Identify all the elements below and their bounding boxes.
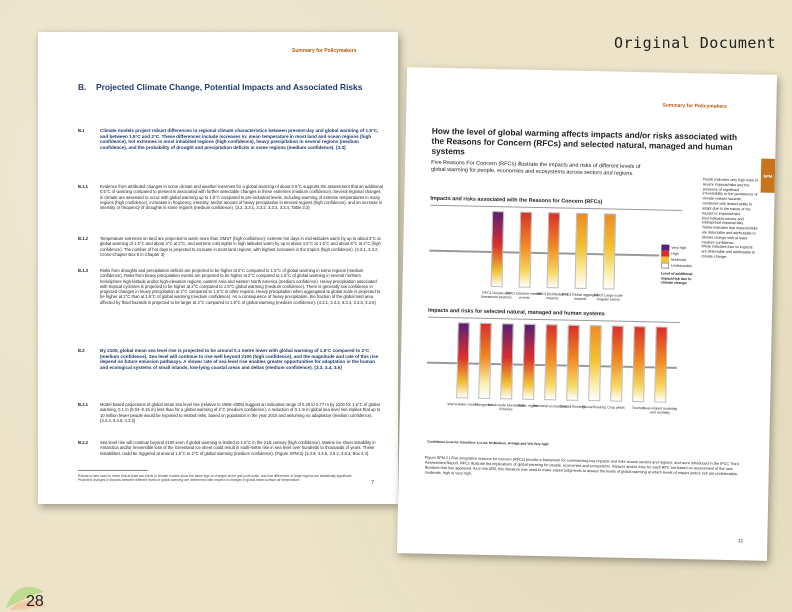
legend-undetectable: Undetectable (661, 263, 701, 270)
panel1 (428, 205, 682, 300)
paragraph-text: Risks from droughts and precipitation deficits are projected to be higher at 2°C compared to 1.5°C of global warming in some regions (medium confidence). Risks from heavy precipitation events are projected to be higher at 2°C compared to 1.5°C of global warming in several northern hemisphere high-latitude and/or high-elevation regions, eastern Asia and eastern North America (medium confidence). Heavy precipitation associated with tropical cyclones is projected to be higher at 2°C compared to 1.5°C global warming (medium confidence). There is generally low confidence in projected changes in heavy precipitation at 2°C compared to 1.5°C in other regions. Heavy precipitation when aggregated at global scale is projected to be higher at 2°C than at 1.5°C of global warming (medium confidence). As a consequence of heavy precipitation, the fraction of the global land area affected by flood hazards is projected to be larger at 2°C compared to 1.5°C of global warming (medium confidence). {3.3.1, 3.3.3, 3.3.4, 3.3.5, 3.3.6} (100, 268, 381, 305)
bar-column (475, 323, 493, 408)
bar-label: RFC1 Unique and threatened systems (481, 290, 512, 300)
bar-column (607, 326, 625, 410)
risk-bar (566, 325, 580, 401)
paragraph-number: B.2 (78, 348, 85, 353)
bar-label: Warm-water corals (447, 402, 477, 407)
figure-title: How the level of global warming affects impacts and/or risks associated with the Reasons for Concern (RFCs) and selected natural, managed and human systems (431, 125, 738, 157)
panel2-title: Impacts and risks for selected natural, managed and human systems (427, 307, 605, 318)
bar-label: Fluvial flooding (582, 404, 606, 410)
paragraph-text: By 2100, global mean sea level rise is projected to be around 0.1 metre lower with global warming of 1.5°C compared to 2°C (medium confidence). Sea level will continue to rise well beyond 2100 (high confidence), and the magnitude and rate of this rise depend on future emission pathways. A slower rate of sea level rise enables greater opportunities for adaptation in the human and ecological systems of small islands, low-lying coastal areas and deltas (medium confidence). {3.3, 3.4, 3.6} (100, 348, 379, 371)
left-running-head: Summary for Policymakers (292, 48, 357, 54)
bar-column (559, 325, 585, 409)
risk-bar (603, 213, 617, 289)
bar-column (518, 324, 538, 408)
panel1-title: Impacts and risks associated with the Reasons for Concern (RFCs) (430, 195, 603, 206)
side-note-red: Red indicates severe and widespread impacts/risks. (701, 215, 745, 226)
paragraph-1 (78, 128, 384, 151)
section-letter: B. (78, 82, 87, 92)
risk-bar (654, 326, 668, 402)
paragraph-7 (78, 440, 384, 456)
paragraph-3 (78, 236, 384, 257)
paragraph-text: Evidence from attributed changes in some climate and weather extremes for a global warming of about 0.5°C supports the assessment that an additional 0.5°C of warming compared to present is associated with further detectable changes in these extremes (medium confidence). Several regional changes in climate are assessed to occur with global warming up to 1.5°C compared to pre-industrial levels, including warming of extreme temperatures in many regions (high confidence), increases in frequency, intensity, and/or amount of heavy precipitation in several regions (high confidence), and an increase in intensity or frequency of droughts in some regions (medium confidence). {3.2, 3.3.1, 3.3.2, 3.3.3, 3.3.4, Table 3.2} (100, 184, 383, 210)
legend-moderate: Moderate (661, 257, 701, 264)
confidence-note: Confidence level for transition: L=Low, M=Medium, H=High and VH=Very high (427, 439, 549, 447)
legend-very-high: Very high (661, 245, 701, 252)
spm-tab: SPM (761, 159, 776, 193)
bar-column (506, 212, 543, 300)
legend-high: High (661, 251, 701, 258)
paragraph-text: Sea level rise will continue beyond 2100 even if global warming is limited to 1.5°C in the 21st century (high confidence). Marine ice sheet instability in Antarctica and/or irreversible loss of the Greenland ice sheet could result in multi-metre rise in sea level over hundreds to thousands of years. These instabilities could be triggered at around 1.5°C to 2°C of global warming (medium confidence). {Figure SPM.2} {3.3.9, 3.4.5, 3.5.2, 3.6.3, Box 3.3} (100, 440, 376, 456)
risk-bar (522, 324, 536, 400)
bar-column (582, 325, 606, 410)
left-page (38, 32, 398, 504)
risk-bar (478, 323, 492, 399)
bar-column (642, 326, 678, 415)
section-title-text: Projected Climate Change, Potential Impacts and Associated Risks (96, 82, 363, 92)
bar-column (447, 322, 477, 407)
left-footnotes (78, 470, 378, 482)
risk-bar (544, 324, 558, 400)
paragraph-text: Climate models project robust differences in regional climate characteristics between present-day and global warming of 1.5°C, and between 1.5°C and 2°C. These differences include increases in: mean temperature in most land and ocean regions (high confidence), hot extremes in most inhabited regions (high confidence), heavy precipitation in several regions (medium confidence), and the probability of drought and precipitation deficits in some regions (medium confidence). {3.3} (100, 128, 379, 151)
figure-caption: Figure SPM.2 | Five integrative reasons for concern (RFCs) provide a framework for summarizing key impacts and risks across sectors and regions, and were introduced in the IPCC Third Assessment Report. RFCs illustrate the implications of global warming for people, economies and ecosystems. Impacts and/or risks for each RFC are based on assessment of the new literature that has appeared. As in the AR5, this literature was used to make expert judgments to assess the levels of global warming at which levels of impact and/or risk are undetectable, moderate, high or very high. (424, 455, 739, 477)
paragraph-5 (78, 348, 384, 371)
figure-subtitle: Five Reasons For Concern (RFCs) illustrate the impacts and risks of different levels of global warming for people, economies and ecosystems across sectors and regions. (430, 159, 641, 177)
bar-label: Crop yields (607, 405, 625, 410)
section-title (78, 82, 362, 92)
risk-bar (519, 212, 533, 288)
paragraph-number: B.2.2 (78, 440, 89, 445)
panel1-legend (661, 245, 702, 287)
right-page-number: 11 (738, 538, 744, 545)
paragraph-text: Model-based projections of global mean sea level rise (relative to 1986–2005) suggest an indicative range of 0.26 to 0.77 m by 2100 for 1.5°C of global warming, 0.1 m (0.04–0.16 m) less than for a global warming of 2°C (medium confidence). A reduction of 0.1 m in global sea level rise implies that up to 10 million fewer people would be exposed to related risks, based on population in the year 2010 and assuming no adaptation (medium confidence). {3.4.4, 3.4.5, 4.3.2} (100, 402, 381, 423)
bar-label: Small-scale low-latitude fisheries (487, 402, 525, 412)
bar-label: Heat-related morbidity and mortality (642, 406, 678, 415)
risk-bar (456, 322, 470, 398)
bar-label: Arctic region (518, 403, 538, 408)
side-note-purple: Purple indicates very high risks of severe impacts/risks and the presence of significant irreversibility or the persistence of climate-related hazards, combined with limited ability to adapt due to the nature of the hazard or impacts/risks. (702, 177, 758, 216)
bar-label: Terrestrial ecosystems (532, 403, 568, 409)
paragraph-number: B.2.1 (78, 402, 89, 407)
right-page (397, 67, 777, 561)
paragraph-number: B.1 (78, 128, 85, 133)
risk-bar (575, 213, 589, 289)
bar-label: RFC2 Extreme weather events (506, 291, 543, 300)
right-running-head: Summary for Policymakers (662, 102, 727, 110)
paragraph-number: B.1.2 (78, 236, 89, 241)
bar-label: Tourism (631, 405, 645, 411)
paragraph-6 (78, 402, 384, 423)
left-page-number: 7 (371, 480, 374, 486)
footnote-2: Projected changes in impacts between different levels of global warming are determined with respect to changes in global mean surface air temperature. (78, 477, 301, 482)
bar-column (631, 326, 646, 411)
paragraph-number: B.1.3 (78, 268, 89, 273)
bar-label: RFC4 Global aggregate impacts (561, 292, 599, 301)
risk-bar (610, 326, 624, 402)
bar-column (561, 213, 599, 301)
bar-column (532, 324, 568, 409)
original-document-label: Original Document (614, 34, 777, 52)
panel2 (425, 317, 680, 452)
risk-bar (588, 325, 602, 401)
risk-bar (547, 212, 561, 288)
legend-note: Level of additional impact/risk due to climate change (660, 271, 693, 286)
corner-page-number: 28 (26, 593, 44, 610)
bar-column (481, 211, 512, 300)
bar-label: Coastal flooding (559, 404, 585, 409)
bar-column (487, 323, 525, 412)
risk-bar (632, 326, 646, 402)
panel2-bars (447, 322, 678, 415)
paragraph-4 (78, 268, 384, 305)
risk-bar (500, 323, 514, 399)
footnote-1: Robust is here used to mean that at least two thirds of climate models show the same sign of changes at the grid point scale, and that differences in large regions are statistically significant. (78, 473, 353, 478)
side-note-white: White indicates that no impacts are detectable and attributable to climate change. (701, 244, 756, 259)
bar-column (594, 213, 623, 302)
bar-label: Mangroves (475, 402, 493, 408)
side-notes (701, 177, 759, 260)
bar-column (536, 212, 569, 301)
paragraph-2 (78, 184, 384, 210)
panel1-bars (481, 211, 623, 302)
bar-label: RFC3 Distribution of impacts (536, 291, 569, 301)
side-note-yellow: Yellow indicates that impacts/risks are detectable and attributable to climate change with at least medium confidence. (701, 225, 758, 245)
paragraph-text: Temperature extremes on land are projected to warm more than GMST (high confidence): extreme hot days in mid-latitudes warm by up to about 3°C at global warming of 1.5°C and about 4°C at 2°C, and extreme cold nights in high latitudes warm by up to about 4.5°C at 1.5°C and about 6°C at 2°C (high confidence). The number of hot days is projected to increase in most land regions, with highest increases in the tropics (high confidence). {3.3.1, 3.3.2, Cross-Chapter Box 8 in Chapter 3} (100, 236, 381, 257)
bar-label: RFC5 Large-scale singular events (594, 293, 623, 302)
paragraph-number: B.1.1 (78, 184, 89, 189)
risk-bar (491, 211, 505, 287)
